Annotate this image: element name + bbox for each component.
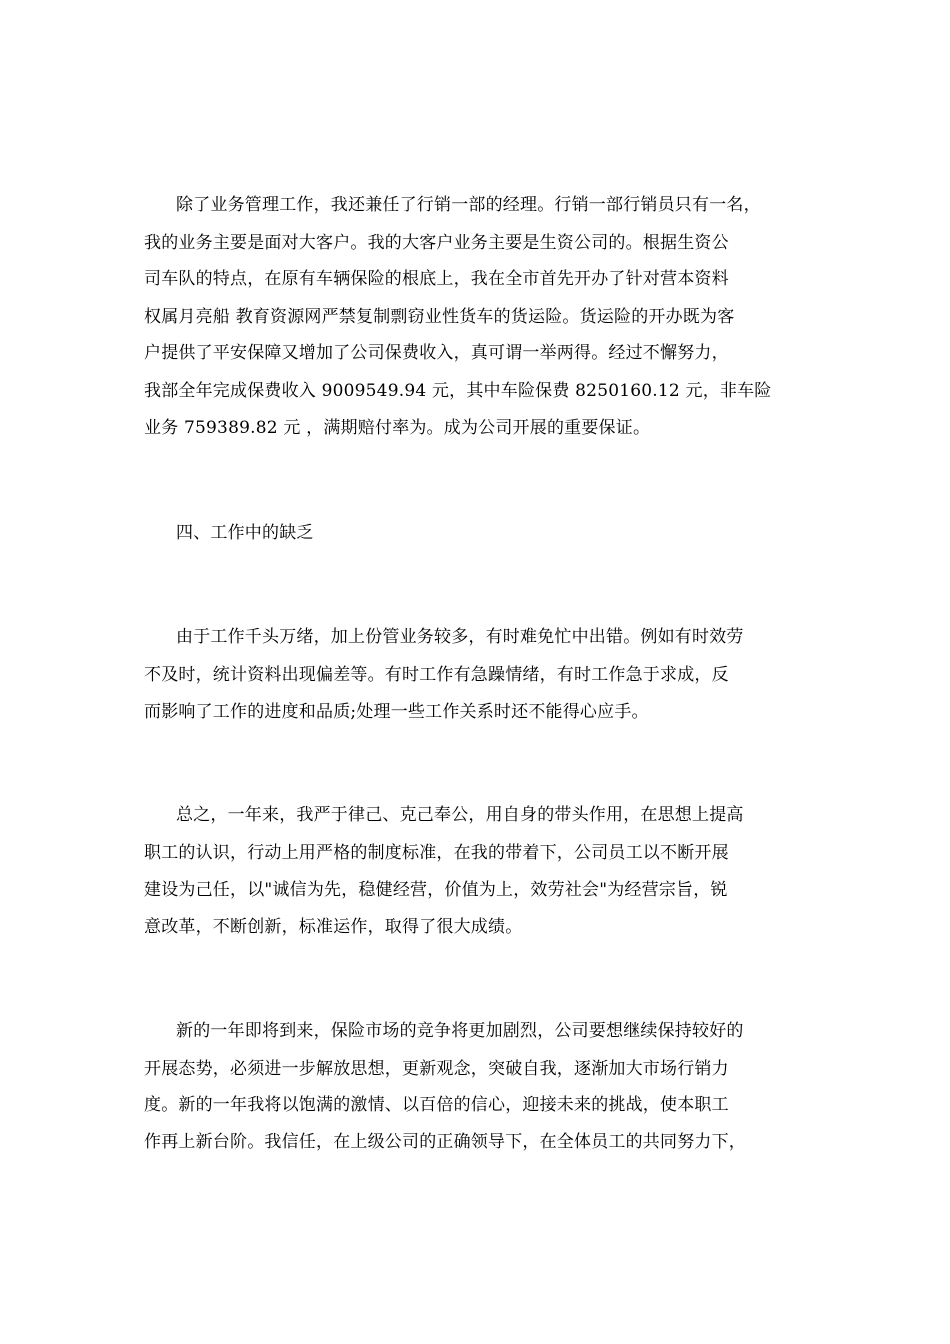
text-line: 不及时，统计资料出现偏差等。有时工作有急躁情绪，有时工作急于求成，反 [144,665,729,685]
text-line: 度。新的一年我将以饱满的激情、以百倍的信心，迎接未来的挑战，使本职工 [144,1095,729,1115]
text-line: 我部全年完成保费收入 9009549.94 元，其中车险保费 8250160.12 元，非车险 [144,381,772,401]
section-heading: 四、工作中的缺乏 [176,523,314,543]
text-line: 由于工作千头万绪，加上份管业务较多，有时难免忙中出错。例如有时效劳 [176,627,744,647]
text-line: 总之，一年来，我严于律己、克己奉公，用自身的带头作用，在思想上提高 [176,805,744,825]
text-line: 我的业务主要是面对大客户。我的大客户业务主要是生资公司的。根据生资公 [144,233,729,253]
text-line: 开展态势，必须进一步解放思想，更新观念，突破自我，逐渐加大市场行销力 [144,1059,729,1079]
text-line: 除了业务管理工作，我还兼任了行销一部的经理。行销一部行销员只有一名， [176,195,761,215]
text-line: 建设为己任，以"诚信为先，稳健经营，价值为上，效劳社会"为经营宗旨，锐 [144,880,728,900]
text-line: 作再上新台阶。我信任，在上级公司的正确领导下，在全体员工的共同努力下， [144,1132,746,1152]
text-line: 意改革，不断创新，标准运作，取得了很大成绩。 [144,917,523,937]
text-line: 户提供了平安保障又增加了公司保费收入，真可谓一举两得。经过不懈努力， [144,343,729,363]
text-line: 权属月亮船 教育资源网严禁复制剽窃业性货车的货运险。货运险的开办既为客 [144,307,735,327]
text-line: 而影响了工作的进度和品质;处理一些工作关系时还不能得心应手。 [144,702,649,722]
text-line: 新的一年即将到来，保险市场的竞争将更加剧烈，公司要想继续保持较好的 [176,1021,744,1041]
text-line: 业务 759389.82 元 ，满期赔付率为。成为公司开展的重要保证。 [144,418,651,438]
text-line: 职工的认识，行动上用严格的制度标准，在我的带着下，公司员工以不断开展 [144,843,729,863]
text-line: 司车队的特点，在原有车辆保险的根底上，我在全市首先开办了针对营本资料 [144,269,729,289]
